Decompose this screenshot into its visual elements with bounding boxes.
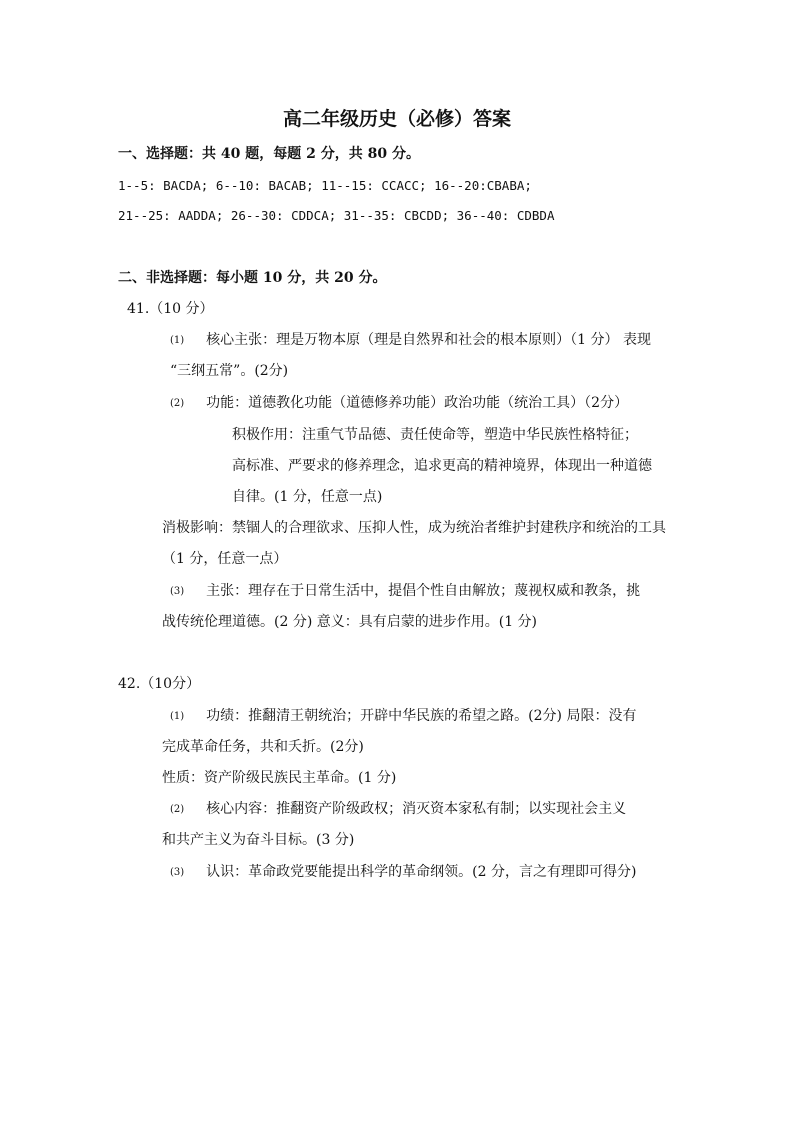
q42-label: 42.（10分） [118,676,201,692]
q42-part2 [170,799,626,820]
q41-part2-line5: 消极影响：禁锢人的合理欲求、压抑人性，成为统治者维护封建秩序和统治的工具 [162,520,666,536]
answers-row-1: 1--5: BACDA; 6--10: BACAB; 11--15: CCACC; 16--20:CBABA; [118,178,532,193]
answers-row-2: 21--25: AADDA; 26--30: CDDCA; 31--35: CBCDD; 36--40: CDBDA [118,208,555,223]
q42-part1-line3: 性质：资产阶级民族民主革命。(1 分) [162,770,397,786]
q41-part2-line1: 功能：道德教化功能（道德修养功能）政治功能（统治工具）（2分） [206,395,629,411]
q41-part1-number: (1) [170,335,185,346]
q41-part3-line2: 战传统伦理道德。(2 分) 意义：具有启蒙的进步作用。(1 分) [162,614,538,630]
q42-part1-line1: 功绩：推翻清王朝统治；开辟中华民族的希望之路。(2分) 局限：没有 [206,708,637,724]
q41-part3-number: (3) [170,586,185,597]
q42-part1-line2: 完成革命任务，共和夭折。(2分) [162,739,364,755]
section2-heading: 二、非选择题：每小题 10 分，共 20 分。 [118,270,387,286]
q41-part2-line4: 自律。(1 分，任意一点) [232,489,383,505]
q41-part1-line2: “三纲五常”。(2分) [170,363,289,379]
q41-part1-line1: 核心主张：理是万物本原（理是自然界和社会的根本原则）（1 分） 表现 [206,332,651,348]
q41-part3-line1: 主张：理存在于日常生活中，提倡个性自由解放；蔑视权威和教条，挑 [206,583,641,599]
q41-part2-line6: （1 分，任意一点） [162,551,288,567]
q42-part2-number: (2) [170,804,185,815]
q42-part3-number: (3) [170,867,185,878]
q41-part2-line2: 积极作用：注重气节品德、责任使命等，塑造中华民族性格特征； [232,427,638,443]
q42-part2-line2: 和共产主义为奋斗目标。(3 分) [162,832,355,848]
q42-part3-line1: 认识：革命政党要能提出科学的革命纲领。(2 分，言之有理即可得分) [206,864,637,880]
q41-label: 41.（10 分） [127,301,214,317]
q41-part2-line3: 高标准、严要求的修养理念，追求更高的精神境界，体现出一种道德 [232,458,652,474]
q41-part3 [170,581,640,602]
page-title: 高二年级历史（必修）答案 [282,108,511,130]
q42-part3 [170,862,636,883]
q42-part1 [170,706,636,727]
section1-heading: 一、选择题：共 40 题，每题 2 分，共 80 分。 [118,146,420,162]
q41-part1 [170,330,651,351]
q41-part2 [170,393,628,414]
q42-part2-line1: 核心内容：推翻资产阶级政权；消灭资本家私有制；以实现社会主义 [206,801,627,817]
q42-part1-number: (1) [170,711,185,722]
q41-part2-number: (2) [170,398,185,409]
